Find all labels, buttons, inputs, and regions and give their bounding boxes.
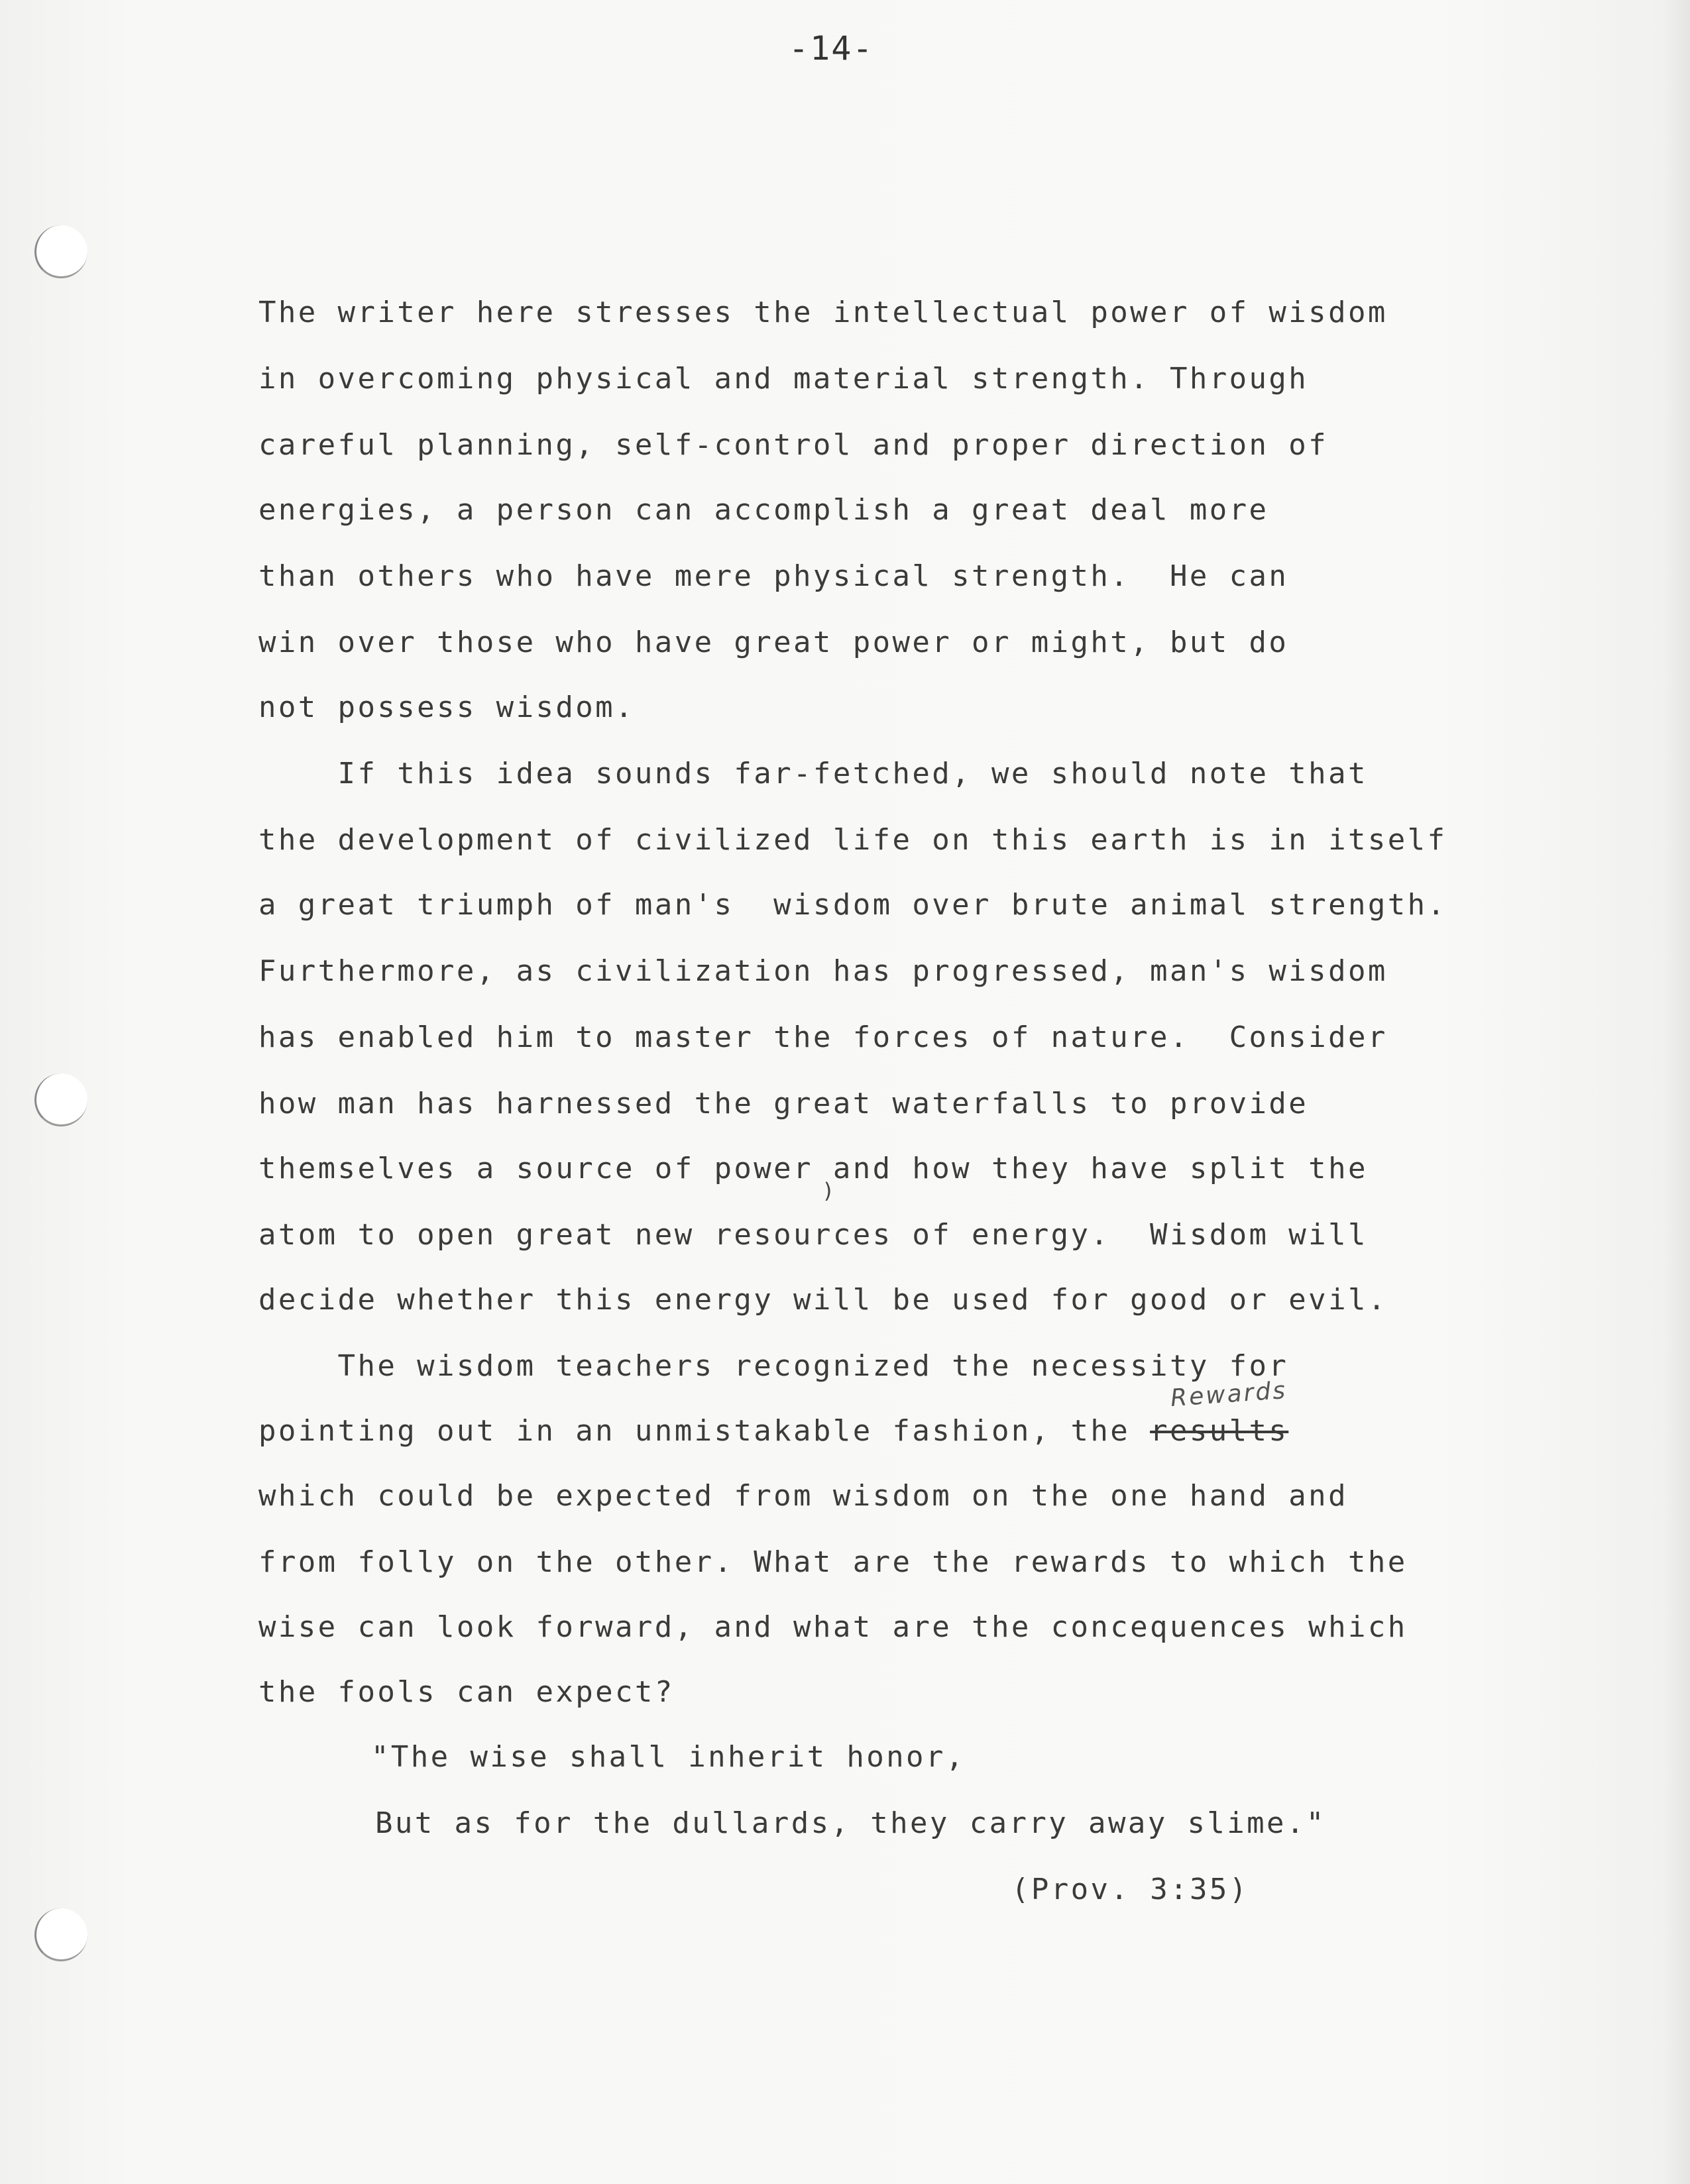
paragraph3-line6: the fools can expect? <box>258 1675 675 1709</box>
quote-line1: "The wise shall inherit honor, <box>371 1740 966 1774</box>
paragraph2-line4: Furthermore, as civilization has progressed, man's wisdom <box>258 954 1388 988</box>
quote-line2: But as for the dullards, they carry away slime." <box>375 1806 1326 1840</box>
punch-hole-bottom <box>34 1908 87 1961</box>
punch-hole-middle <box>34 1073 87 1126</box>
page-edge-shadow <box>1663 0 1690 2184</box>
paragraph2-line9: decide whether this energy will be used for good or evil. <box>258 1283 1388 1317</box>
punch-hole-top <box>34 225 87 278</box>
paragraph2-line1: If this idea sounds far-fetched, we should note that <box>258 757 1368 791</box>
paragraph2-line2: the development of civilized life on this earth is in itself <box>258 823 1447 857</box>
paragraph1-line7: not possess wisdom. <box>258 690 635 724</box>
paragraph1-line5: than others who have mere physical strength. He can <box>258 559 1289 593</box>
paragraph3-line2 <box>258 1414 1288 1448</box>
paragraph1-line3: careful planning, self-control and proper direction of <box>258 428 1329 462</box>
page-number: -14- <box>789 29 874 68</box>
struck-word: results <box>1150 1414 1289 1448</box>
handwritten-comma-mark: ) <box>822 1178 835 1203</box>
paragraph3-line1: The wisdom teachers recognized the necessity for <box>258 1349 1289 1383</box>
paragraph1-line1: The writer here stresses the intellectual power of wisdom <box>258 296 1388 329</box>
paragraph2-line5: has enabled him to master the forces of nature. Consider <box>258 1020 1388 1054</box>
paragraph1-line2: in overcoming physical and material strength. Through <box>258 362 1309 396</box>
quote-citation: (Prov. 3:35) <box>1011 1873 1249 1906</box>
paragraph3-line3: which could be expected from wisdom on the one hand and <box>258 1479 1348 1513</box>
paragraph3-line2-text: pointing out in an unmistakable fashion, the <box>258 1414 1151 1448</box>
paragraph2-line8: atom to open great new resources of energy. Wisdom will <box>258 1218 1368 1252</box>
paragraph3-line5: wise can look forward, and what are the concequences which <box>258 1610 1408 1644</box>
paragraph3-line4: from folly on the other. What are the rewards to which the <box>258 1545 1408 1579</box>
paragraph2-line3: a great triumph of man's wisdom over brute animal strength. <box>258 888 1447 922</box>
paragraph1-line6: win over those who have great power or might, but do <box>258 626 1289 659</box>
handwritten-correction: Rewards <box>1169 1376 1288 1413</box>
paragraph2-line7: themselves a source of power and how they have split the <box>258 1152 1368 1185</box>
paragraph1-line4: energies, a person can accomplish a great deal more <box>258 493 1269 527</box>
paragraph2-line6: how man has harnessed the great waterfalls to provide <box>258 1087 1309 1120</box>
